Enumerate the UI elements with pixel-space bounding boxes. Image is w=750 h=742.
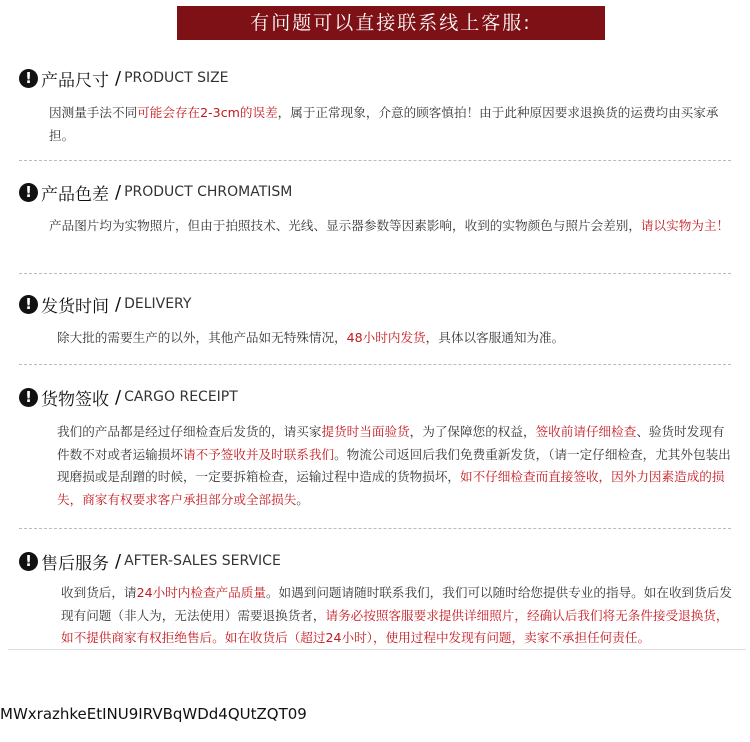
title-slash: / (115, 67, 122, 89)
highlight-text: 48小时内发货 (346, 330, 426, 345)
section-header-product-size (19, 66, 229, 90)
section-title-en: PRODUCT CHROMATISM (124, 184, 293, 200)
body-text: 。如遇到问题请随时联系我们，我们可以随时给您提供专业的指导。如在收到货后发现有问题（非人为，无法使用）需要退换货者， (61, 585, 732, 623)
body-text: 。 (296, 491, 309, 507)
body-text: 因测量手法不同 (49, 105, 138, 120)
section-body-cargo-receipt (57, 421, 737, 511)
footer-code: MWxrazhkeEtINU9IRVBqWDd4QUtZQT09 (0, 705, 307, 723)
section-body-product-chromatism (49, 215, 735, 238)
section-title-en: CARGO RECEIPT (124, 389, 238, 405)
section-title-en: PRODUCT SIZE (124, 70, 229, 86)
title-slash: / (115, 293, 122, 315)
body-text: 、验货时发现有件数不对或者运输损坏 (57, 424, 725, 462)
section-body-delivery (57, 327, 737, 350)
body-text: 除大批的需要生产的以外，其他产品如无特殊情况， (57, 330, 347, 345)
section-header-product-chromatism (19, 180, 292, 204)
body-text: 我们的产品都是经过仔细检查后发货的，请买家 (57, 424, 322, 439)
title-slash: / (115, 386, 122, 408)
highlight-text: 请务必按照客服要求提供详细照片，经确认后我们将无条件接受退换货，如不提供商家有权拒绝售后。如在收货后（超过24小时），使用过程中发现有问题，卖家不承担任何责任。 (61, 607, 729, 645)
section-title-zh: 发货时间 (41, 296, 109, 317)
section-title-zh: 货物签收 (41, 389, 109, 410)
title-slash: / (115, 550, 122, 572)
bottom-divider (8, 649, 746, 650)
highlight-text: 如不仔细检查而直接签收，因外力因素造成的损失，商家有权要求客户承担部分或全部损失 (57, 469, 725, 507)
exclamation-icon: ! (19, 183, 38, 202)
body-text: ，属于正常现象，介意的顾客慎拍！由于此种原因要求退换货的运费均由买家承担。 (49, 105, 719, 143)
body-text: ，为了保障您的权益， (409, 424, 536, 439)
body-text: 产品图片均为实物照片，但由于拍照技术、光线、显示器参数等因素影响，收到的实物颜色与照片会差别， (49, 218, 641, 233)
section-divider (19, 528, 731, 529)
highlight-text: 请以实物为主！ (640, 218, 730, 233)
highlight-text: 24小时内检查产品质量 (136, 585, 266, 600)
section-title-zh: 产品色差 (41, 184, 109, 205)
exclamation-icon: ! (19, 69, 38, 88)
highlight-text: 可能会存在2-3cm的误差 (137, 105, 278, 120)
body-text: 收到货后，请 (61, 585, 137, 600)
highlight-text: 签收前请仔细检查 (535, 424, 637, 439)
section-header-delivery (19, 292, 191, 316)
section-title-en: AFTER-SALES SERVICE (124, 553, 281, 569)
section-title-zh: 售后服务 (41, 553, 109, 574)
highlight-text: 请不予签收并及时联系我们 (182, 446, 335, 462)
section-header-cargo-receipt (19, 385, 238, 409)
section-divider (19, 160, 731, 161)
section-divider (19, 364, 731, 365)
section-divider (19, 273, 731, 274)
body-text: 。物流公司返回后我们免费重新发货，（请一定仔细检查，尤其外包装出现磨损或是刮蹭的时候，一定要拆箱检查，运输过程中造成的货物损坏， (57, 446, 731, 484)
title-slash: / (115, 181, 122, 203)
section-title-en: DELIVERY (124, 296, 192, 312)
exclamation-icon: ! (19, 388, 38, 407)
section-header-after-sales (19, 549, 281, 573)
exclamation-icon: ! (19, 552, 38, 571)
body-text: ，具体以客服通知为准。 (425, 330, 565, 345)
section-title-zh: 产品尺寸 (41, 70, 109, 91)
section-body-after-sales (61, 582, 739, 650)
contact-banner: 有问题可以直接联系线上客服: (177, 6, 605, 40)
exclamation-icon: ! (19, 295, 38, 314)
highlight-text: 提货时当面验货 (321, 424, 410, 439)
section-body-product-size (49, 102, 735, 147)
